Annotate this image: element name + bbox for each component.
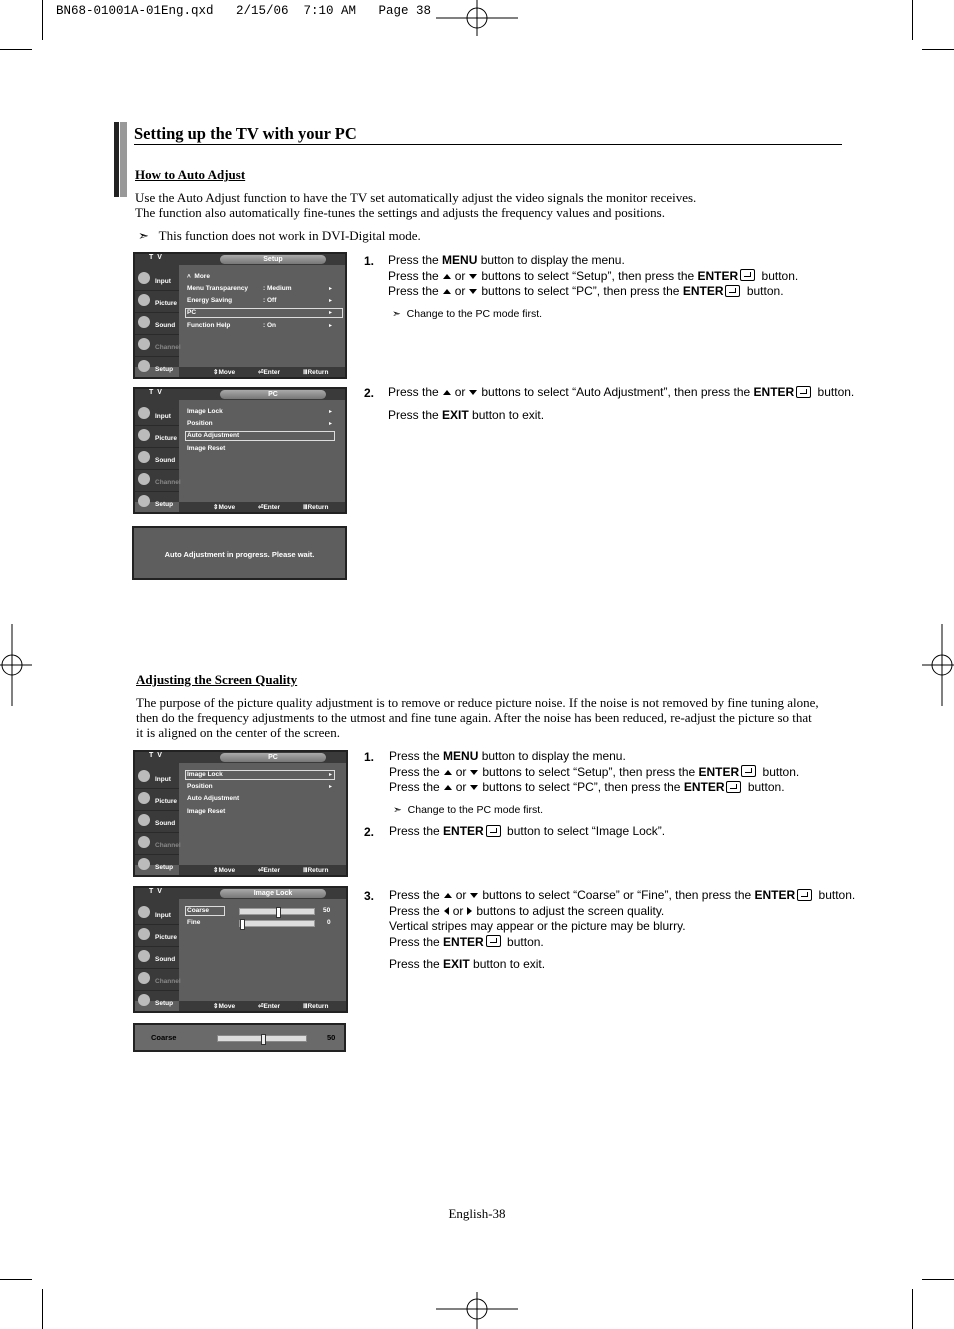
sound-icon [138, 814, 150, 826]
sq-para-line-1: The purpose of the picture quality adjustment is to remove or reduce picture noise. If the noise is not removed by fine tuning alone, [136, 695, 819, 710]
sound-icon [138, 451, 150, 463]
note-arrow-icon: ➣ [138, 228, 149, 243]
screen-quality-heading: Adjusting the Screen Quality [136, 672, 298, 687]
sq-para-line-2: then do the frequency adjustments to the utmost and fine tune again. After the noise has been reduced, re-adjust the picture so that [136, 710, 812, 725]
step1-note: ➣ Change to the PC mode first. [392, 308, 543, 320]
osd-tv-label: T V [149, 752, 163, 759]
osd-side-setup: Setup [135, 357, 179, 379]
channel-icon [138, 972, 150, 984]
osd-item-more: ˄ More [187, 273, 210, 280]
input-icon [138, 906, 150, 918]
setup-gear-icon [138, 360, 150, 372]
osd-value-energy: : Off [263, 297, 277, 304]
coarse-slider-thumb [276, 907, 281, 918]
down-arrow-icon [469, 289, 477, 294]
sound-icon [138, 950, 150, 962]
osd-item-position: Position [187, 783, 213, 790]
title-rule [134, 144, 842, 145]
picture-icon [138, 429, 150, 441]
fine-slider-track [239, 920, 315, 927]
osd-item-image-reset: Image Reset [187, 808, 226, 815]
step-number: 1. [364, 750, 375, 764]
page-title: Setting up the TV with your PC [134, 124, 357, 143]
enter-icon [725, 285, 740, 297]
osd-item-position: Position [187, 420, 213, 427]
osd-item-image-reset: Image Reset [187, 445, 226, 452]
osd-item-image-lock: Image Lock [187, 771, 223, 778]
coarse-dialog-label: Coarse [151, 1033, 177, 1042]
enter-icon [796, 386, 811, 398]
osd-side-picture: Picture [135, 291, 179, 313]
osd-selection [185, 308, 343, 318]
note-arrow-icon: ➣ [393, 804, 402, 816]
enter-icon [797, 889, 812, 901]
intro-line-1: Use the Auto Adjust function to have the TV set automatically adjust the video signals the monitor receives. [135, 190, 697, 205]
osd-pc-menu: T V PC Input Picture Sound Channel Setup Image Lock ▸ Position ▸ Auto Adjustment Image Reset ⇕Move ⏎Enter ⅢReturn [133, 387, 347, 514]
osd-item-menu-transparency: Menu Transparency [187, 285, 249, 292]
sound-icon [138, 316, 150, 328]
registration-mark-bottom [436, 1292, 518, 1329]
crop-mark [42, 1289, 43, 1329]
crop-mark [922, 1279, 954, 1280]
up-arrow-icon [443, 390, 451, 395]
title-bar-light [120, 122, 127, 197]
setup-gear-icon [138, 994, 150, 1006]
setup-gear-icon [138, 495, 150, 507]
right-arrow-icon [467, 907, 472, 915]
down-arrow-icon [470, 893, 478, 898]
picture-icon [138, 294, 150, 306]
picture-icon [138, 928, 150, 940]
coarse-dialog-track [217, 1035, 307, 1042]
up-arrow-icon [443, 289, 451, 294]
auto-adjust-heading: How to Auto Adjust [135, 167, 246, 182]
osd-image-lock-menu: T V Image Lock Input Picture Sound Channel Setup Coarse 50 Fine 0 ⇕Move ⏎Enter ⅢReturn [133, 886, 348, 1013]
osd-tv-label: T V [149, 389, 163, 396]
osd-tv-label: T V [149, 254, 163, 261]
up-arrow-icon [444, 785, 452, 790]
osd-item-energy-saving: Energy Saving [187, 297, 233, 304]
osd-item-function-help: Function Help [187, 322, 231, 329]
osd-value-help: : On [263, 322, 276, 329]
registration-mark-top [436, 0, 518, 36]
coarse-dialog-value: 50 [327, 1033, 336, 1042]
crop-mark [912, 0, 913, 40]
left-arrow-icon [444, 907, 449, 915]
crop-mark [912, 1289, 913, 1329]
up-arrow-icon [443, 274, 451, 279]
crop-mark [0, 49, 32, 50]
down-arrow-icon [469, 390, 477, 395]
osd-title: PC [220, 753, 326, 762]
input-icon [138, 272, 150, 284]
channel-icon [138, 473, 150, 485]
osd-coarse-slider-dialog [133, 1023, 346, 1052]
enter-icon [740, 269, 755, 281]
setup-gear-icon [138, 858, 150, 870]
sq-step1-note: ➣ Change to the PC mode first. [393, 804, 544, 816]
down-arrow-icon [469, 274, 477, 279]
registration-mark-left [0, 624, 32, 706]
sq-para-line-3: it is aligned on the center of the screen. [136, 725, 340, 740]
crop-mark [922, 49, 954, 50]
print-header: BN68-01001A-01Eng.qxd 2/15/06 7:10 AM Page 38 [56, 4, 432, 18]
osd-item-auto-adjustment: Auto Adjustment [187, 432, 240, 439]
registration-mark-right [922, 624, 954, 706]
down-arrow-icon [470, 770, 478, 775]
osd-item-fine: Fine [187, 919, 201, 926]
intro-line-2: The function also automatically fine-tunes the settings and adjusts the frequency values and positions. [135, 205, 665, 220]
sq-step2-instructions: Press the ENTER button to select “Image Lock”. [389, 824, 666, 838]
osd-item-pc: PC [187, 309, 197, 316]
picture-icon [138, 792, 150, 804]
dvi-note: ➣ This function does not work in DVI-Digital mode. [138, 228, 421, 243]
osd-item-auto-adjustment: Auto Adjustment [187, 795, 240, 802]
osd-value-transparency: : Medium [263, 285, 292, 292]
osd-title: PC [220, 390, 326, 399]
progress-message: Auto Adjustment in progress. Please wait. [164, 550, 315, 559]
input-icon [138, 407, 150, 419]
up-arrow-icon [444, 893, 452, 898]
coarse-slider-track [239, 908, 315, 915]
enter-icon [726, 781, 741, 793]
osd-side-channel: Channel [135, 335, 179, 357]
osd-setup-menu: T V Setup Input Picture Sound Channel Setup ˄ More Menu Transparency : Medium ▸ Energy Saving : Off ▸ PC ▸ Function Help : On ▸ ⇕Move ⏎Enter ⅢReturn [133, 252, 347, 379]
note-arrow-icon: ➣ [392, 308, 401, 320]
page-number: English-38 [448, 1206, 506, 1221]
osd-item-coarse: Coarse [187, 907, 210, 914]
step-number: 1. [364, 254, 375, 268]
fine-value: 0 [327, 919, 331, 926]
step-number: 3. [364, 889, 375, 903]
channel-icon [138, 338, 150, 350]
coarse-dialog-thumb [261, 1034, 266, 1045]
osd-progress-dialog [132, 526, 347, 580]
sq-step3-instructions: Press the or buttons to select “Coarse” or “Fine”, then press the ENTER button. Press the or buttons to adjust the screen quality. Vertical stripes may appear or the picture may be blurry. Press the ENTER button. Press the EXIT button to exit. [389, 888, 856, 971]
crop-mark [0, 1279, 32, 1280]
fine-slider-thumb [240, 919, 245, 930]
up-arrow-icon [444, 770, 452, 775]
down-arrow-icon [470, 785, 478, 790]
osd-title: Image Lock [220, 889, 326, 898]
enter-icon [486, 935, 501, 947]
osd-item-image-lock: Image Lock [187, 408, 223, 415]
step1-instructions: Press the MENU button to display the menu. Press the or buttons to select “Setup”, then press the ENTER button. Press the or buttons to select “PC”, then press the ENTER button. [388, 253, 799, 298]
osd-title: Setup [220, 255, 326, 264]
osd-side-sound: Sound [135, 313, 179, 335]
osd-pc-menu-image-lock: T V PC Input Picture Sound Channel Setup Image Lock ▸ Position ▸ Auto Adjustment Image Reset ⇕Move ⏎Enter ⅢReturn [133, 750, 348, 877]
enter-icon [486, 825, 501, 837]
input-icon [138, 770, 150, 782]
step-number: 2. [364, 386, 375, 400]
step2-instructions: Press the or buttons to select “Auto Adjustment”, then press the ENTER button. Press the EXIT button to exit. [388, 385, 855, 422]
crop-mark [42, 0, 43, 40]
step-number: 2. [364, 825, 375, 839]
title-bar-dark [114, 122, 119, 197]
osd-side-input: Input [135, 269, 179, 291]
osd-tv-label: T V [149, 888, 163, 895]
enter-icon [741, 765, 756, 777]
sq-step1-instructions: Press the MENU button to display the menu. Press the or buttons to select “Setup”, then press the ENTER button. Press the or buttons to select “PC”, then press the ENTER button. [389, 749, 800, 794]
channel-icon [138, 836, 150, 848]
coarse-value: 50 [323, 907, 331, 914]
